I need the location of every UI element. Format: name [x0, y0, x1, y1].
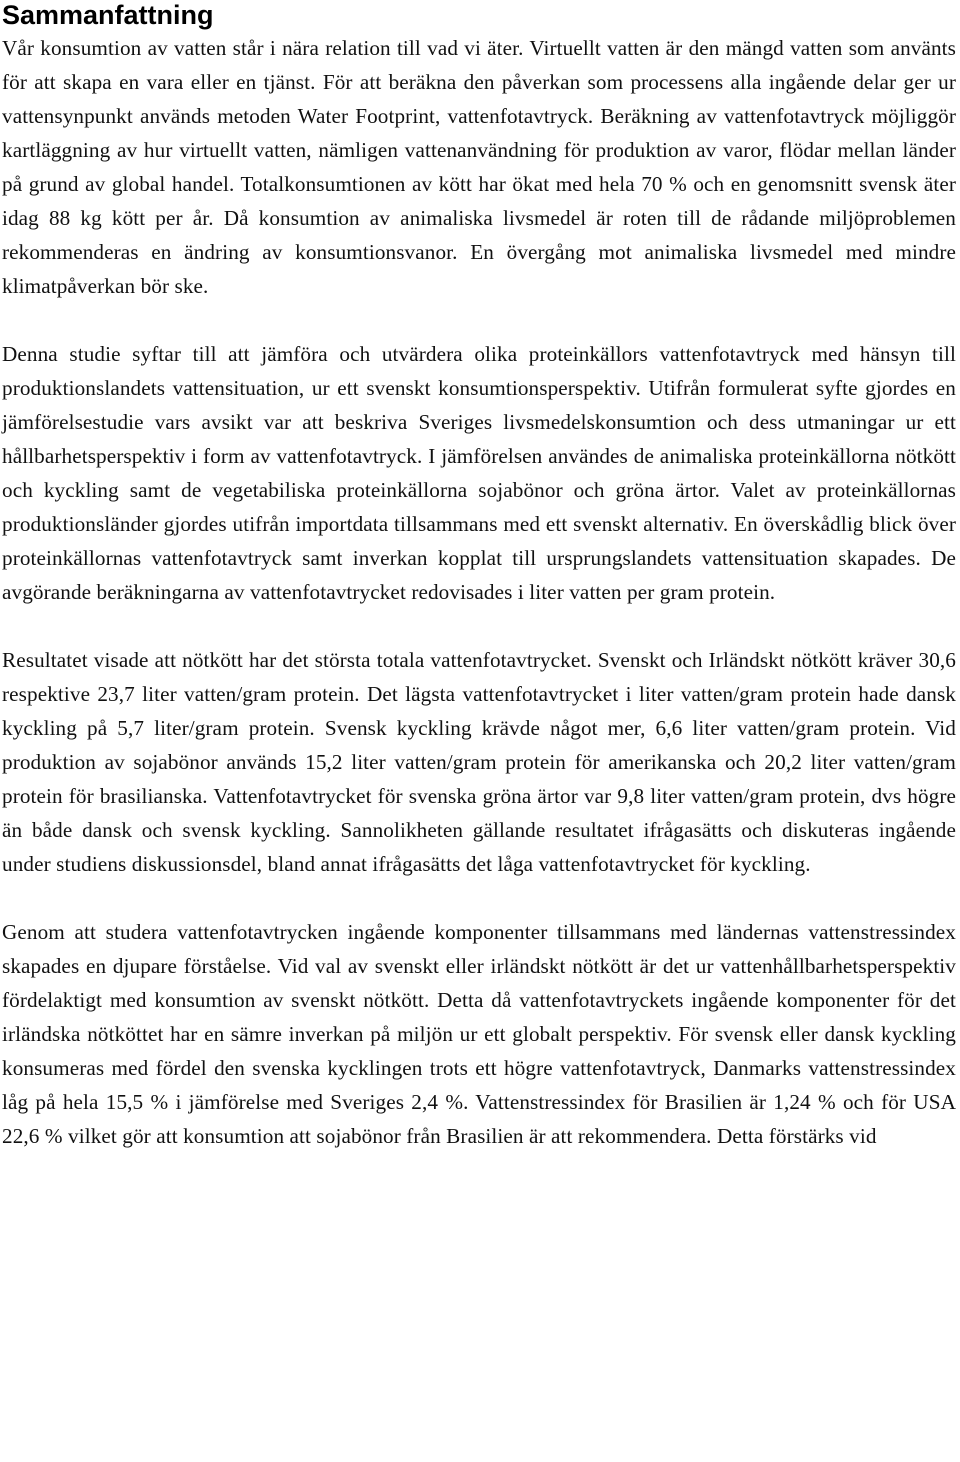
paragraph-intro: Vår konsumtion av vatten står i nära relation till vad vi äter. Virtuellt vatten är den mängd vatten som använts för att skapa en vara eller en tjänst. För att beräkna den påverkan som processens alla ingående delar ger ur vattensynpunkt används metoden Water Footprint, vattenfotavtryck. Beräkning av vattenfotavtryck möjliggör kartläggning av hur virtuellt vatten, nämligen vattenanvändning för produktion av varor, flödar mellan länder på grund av global handel. Totalkonsumtionen av kött har ökat med hela 70 % och en genomsnitt svensk äter idag 88 kg kött per år. Då konsumtion av animaliska livsmedel är roten till de rådande miljöproblemen rekommenderas en ändring av konsumtionsvanor. En övergång mot animaliska livsmedel med mindre klimatpåverkan bör ske.: [2, 36, 956, 298]
paragraph-aim: Denna studie syftar till att jämföra och utvärdera olika proteinkällors vattenfotavtryck med hänsyn till produktionslandets vattensituation, ur ett svenskt konsumtionsperspektiv. Utifrån formulerat syfte gjordes en jämförelsestudie vars avsikt var att beskriva Sveriges livsmedelskonsumtion och dess utmaningar ur ett hållbarhetsperspektiv i form av vattenfotavtryck. I jämförelsen användes de animaliska proteinkällorna nötkött och kyckling samt de vegetabiliska proteinkällorna sojabönor och gröna ärtor. Valet av proteinkällornas produktionsländer gjordes utifrån importdata tillsammans med ett svenskt alternativ. En överskådlig blick över proteinkällornas vattenfotavtryck samt inverkan kopplat till ursprungslandets vattensituation skapades. De avgörande beräkningarna av vattenfotavtrycket redovisades i liter vatten per gram protein.: [2, 342, 956, 604]
paragraph-discussion: Genom att studera vattenfotavtrycken ingående komponenter tillsammans med ländernas vattenstressindex skapades en djupare förståelse. Vid val av svenskt eller irländskt nötkött är det ur vattenhållbarhetsperspektiv fördelaktigt med konsumtion av svenskt nötkött. Detta då vattenfotavtryckets ingående komponenter för det irländska nötköttet har en sämre inverkan på miljön ur ett globalt perspektiv. För svensk eller dansk kyckling konsumeras med fördel den svenska kycklingen trots ett högre vattenfotavtryck, Danmarks vattenstressindex låg på hela 15,5 % i jämförelse med Sveriges 2,4 %. Vattenstressindex för Brasilien är 1,24 % och för USA 22,6 % vilket gör att konsumtion att sojabönor från Brasilien är att rekommendera. Detta förstärks vid: [2, 920, 956, 1148]
document-page: [2, 0, 956, 1153]
paragraph-results: Resultatet visade att nötkött har det största totala vattenfotavtrycket. Svenskt och Irländskt nötkött kräver 30,6 respektive 23,7 liter vatten/gram protein. Det lägsta vattenfotavtrycket i liter vatten/gram protein hade dansk kyckling på 5,7 liter/gram protein. Svensk kyckling krävde något mer, 6,6 liter vatten/gram protein. Vid produktion av sojabönor används 15,2 liter vatten/gram protein för amerikanska och 20,2 liter vatten/gram protein för brasilianska. Vattenfotavtrycket för svenska gröna ärtor var 9,8 liter vatten/gram protein, dvs högre än både dansk och svensk kyckling. Sannolikheten gällande resultatet ifrågasätts och diskuteras ingående under studiens diskussionsdel, bland annat ifrågasätts det låga vattenfotavtrycket för kyckling.: [2, 648, 956, 876]
section-heading: Sammanfattning: [2, 0, 214, 30]
